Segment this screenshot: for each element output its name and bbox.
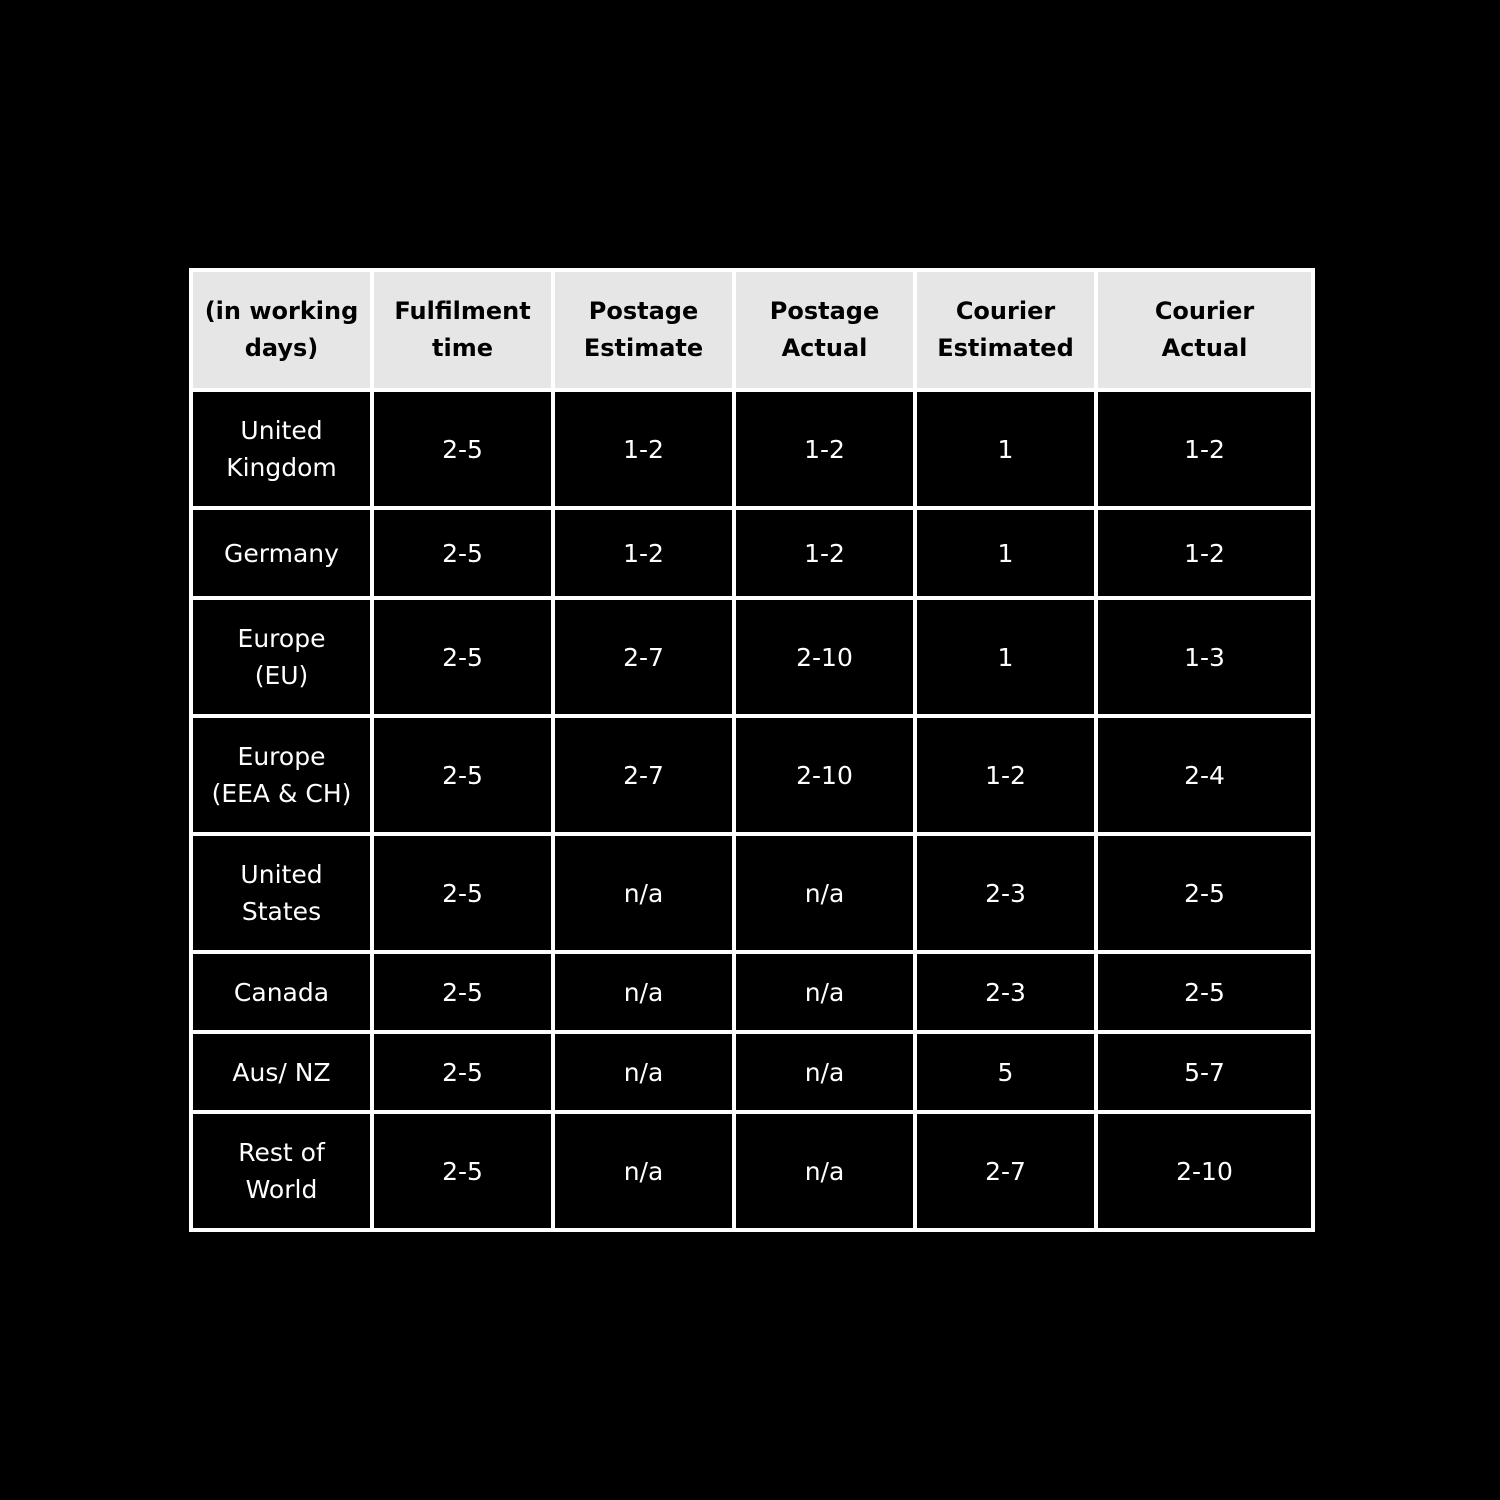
postage-actual-cell: 2-10 xyxy=(734,716,915,834)
fulfilment-cell: 2-5 xyxy=(372,390,553,508)
postage-actual-cell: n/a xyxy=(734,952,915,1032)
postage-actual-cell: 2-10 xyxy=(734,598,915,716)
courier-actual-cell: 1-2 xyxy=(1096,508,1313,598)
courier-actual-cell: 2-4 xyxy=(1096,716,1313,834)
courier-estimated-cell: 1 xyxy=(915,508,1096,598)
courier-estimated-cell: 2-3 xyxy=(915,952,1096,1032)
courier-actual-cell: 1-3 xyxy=(1096,598,1313,716)
postage-actual-cell: n/a xyxy=(734,1112,915,1230)
table-row xyxy=(191,952,1313,1032)
courier-estimated-cell: 5 xyxy=(915,1032,1096,1112)
postage-estimate-cell: 1-2 xyxy=(553,508,734,598)
postage-estimate-cell: n/a xyxy=(553,1112,734,1230)
region-cell: Canada xyxy=(191,952,372,1032)
postage-estimate-cell: 2-7 xyxy=(553,598,734,716)
delivery-times-table-container xyxy=(189,268,1311,1231)
header-courier-actual: Courier Actual xyxy=(1096,270,1313,390)
region-cell: Europe (EEA & CH) xyxy=(191,716,372,834)
fulfilment-cell: 2-5 xyxy=(372,598,553,716)
region-cell: Germany xyxy=(191,508,372,598)
table-header-row xyxy=(191,270,1313,390)
region-cell: Aus/ NZ xyxy=(191,1032,372,1112)
postage-actual-cell: n/a xyxy=(734,1032,915,1112)
courier-actual-cell: 1-2 xyxy=(1096,390,1313,508)
table-row xyxy=(191,1112,1313,1230)
region-cell: Rest of World xyxy=(191,1112,372,1230)
fulfilment-cell: 2-5 xyxy=(372,1112,553,1230)
courier-estimated-cell: 2-3 xyxy=(915,834,1096,952)
header-region: (in working days) xyxy=(191,270,372,390)
courier-estimated-cell: 1 xyxy=(915,598,1096,716)
fulfilment-cell: 2-5 xyxy=(372,952,553,1032)
postage-estimate-cell: n/a xyxy=(553,1032,734,1112)
header-postage-estimate: Postage Estimate xyxy=(553,270,734,390)
fulfilment-cell: 2-5 xyxy=(372,716,553,834)
postage-estimate-cell: 1-2 xyxy=(553,390,734,508)
table-row xyxy=(191,508,1313,598)
courier-actual-cell: 2-10 xyxy=(1096,1112,1313,1230)
table-row xyxy=(191,598,1313,716)
region-cell: Europe (EU) xyxy=(191,598,372,716)
fulfilment-cell: 2-5 xyxy=(372,834,553,952)
postage-actual-cell: 1-2 xyxy=(734,508,915,598)
delivery-times-table xyxy=(189,268,1315,1232)
courier-estimated-cell: 1 xyxy=(915,390,1096,508)
table-row xyxy=(191,716,1313,834)
region-cell: United Kingdom xyxy=(191,390,372,508)
header-postage-actual: Postage Actual xyxy=(734,270,915,390)
courier-actual-cell: 2-5 xyxy=(1096,834,1313,952)
postage-estimate-cell: 2-7 xyxy=(553,716,734,834)
table-row xyxy=(191,390,1313,508)
postage-actual-cell: n/a xyxy=(734,834,915,952)
postage-estimate-cell: n/a xyxy=(553,834,734,952)
region-cell: United States xyxy=(191,834,372,952)
postage-actual-cell: 1-2 xyxy=(734,390,915,508)
courier-actual-cell: 2-5 xyxy=(1096,952,1313,1032)
table-row xyxy=(191,834,1313,952)
header-fulfilment-time: Fulfilment time xyxy=(372,270,553,390)
courier-estimated-cell: 1-2 xyxy=(915,716,1096,834)
fulfilment-cell: 2-5 xyxy=(372,1032,553,1112)
fulfilment-cell: 2-5 xyxy=(372,508,553,598)
courier-actual-cell: 5-7 xyxy=(1096,1032,1313,1112)
courier-estimated-cell: 2-7 xyxy=(915,1112,1096,1230)
table-row xyxy=(191,1032,1313,1112)
postage-estimate-cell: n/a xyxy=(553,952,734,1032)
header-courier-estimated: Courier Estimated xyxy=(915,270,1096,390)
